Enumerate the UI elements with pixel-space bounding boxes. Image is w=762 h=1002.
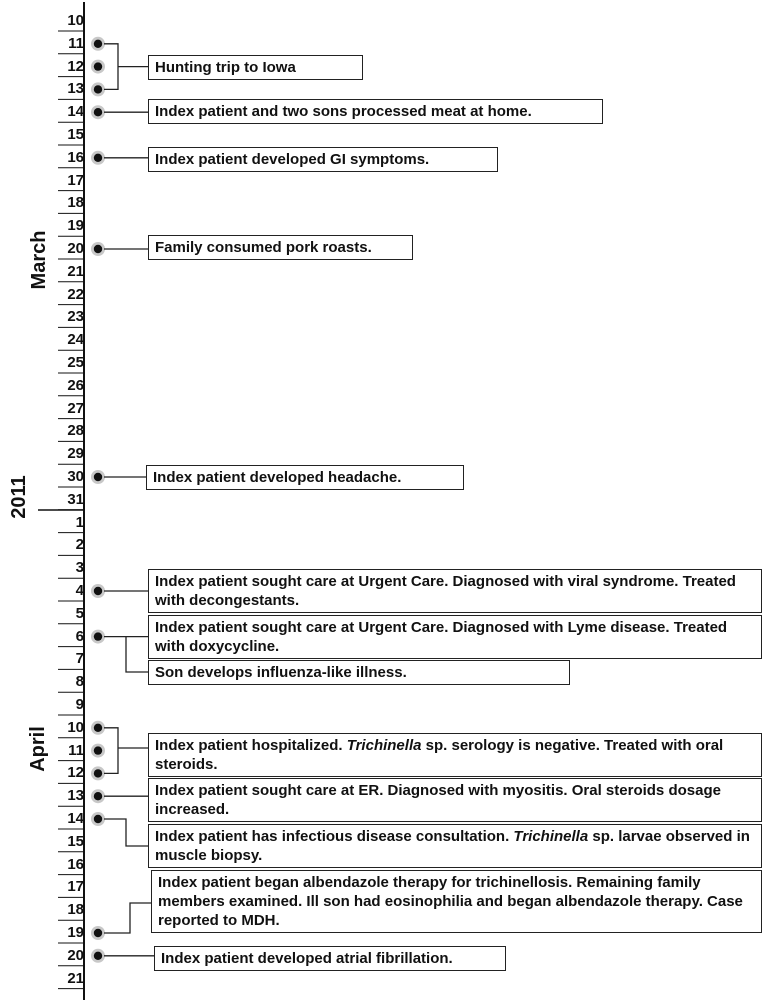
event-marker (91, 105, 105, 119)
day-label: 9 (75, 696, 84, 713)
event-marker (91, 37, 105, 51)
day-label: 14 (67, 103, 84, 121)
event-text: Index patient began albendazole therapy for trichinellosis. Remaining family members examined. Ill son had eosinophilia and began albendazole therapy. Case reported to MDH. (158, 874, 743, 929)
event-box-gi-symptoms (148, 147, 498, 172)
day-label: 12 (67, 57, 84, 75)
month-label-april: April (27, 726, 49, 772)
event-text: Index patient sought care at ER. Diagnosed with myositis. Oral steroids dosage increased. (155, 782, 721, 818)
event-marker (91, 766, 105, 780)
day-label: 20 (67, 240, 84, 257)
event-connector (104, 903, 151, 933)
day-label: 19 (67, 217, 84, 235)
day-label: 17 (67, 878, 84, 896)
event-marker (91, 470, 105, 484)
day-label: 27 (67, 399, 84, 417)
event-text: Index patient sought care at Urgent Care. Diagnosed with Lyme disease. Treated with doxycycline. (155, 619, 728, 655)
day-label: 22 (67, 285, 84, 303)
day-label: 10 (67, 718, 84, 736)
event-marker (91, 242, 105, 256)
event-box-er-myositis (148, 778, 762, 822)
event-box-urgent-care-viral (148, 569, 762, 613)
event-marker (91, 584, 105, 598)
event-connector (104, 44, 148, 90)
day-label: 20 (67, 946, 84, 964)
day-label: 6 (75, 627, 84, 645)
day-label: 29 (67, 445, 84, 463)
event-box-hospitalized (148, 733, 762, 777)
day-label: 15 (67, 832, 84, 850)
event-text: Trichinella (346, 737, 422, 754)
event-marker (91, 60, 105, 74)
event-box-albendazole (151, 870, 762, 933)
day-label: 5 (75, 604, 84, 622)
day-label: 10 (67, 12, 84, 29)
event-marker (91, 949, 105, 963)
day-label: 24 (67, 331, 84, 349)
day-label: 1 (75, 513, 84, 531)
event-marker (91, 82, 105, 96)
day-label: 3 (75, 559, 84, 577)
day-label: 8 (75, 673, 84, 691)
event-box-urgent-care-lyme (148, 615, 762, 659)
event-text: Index patient developed GI symptoms. (155, 151, 430, 168)
event-text: Index patient developed atrial fibrillation. (161, 950, 453, 967)
day-label: 18 (67, 194, 84, 212)
event-box-headache (146, 465, 464, 490)
day-label: 11 (68, 34, 84, 52)
event-text: Son develops influenza-like illness. (155, 664, 407, 681)
event-text: Trichinella (513, 828, 589, 845)
month-label-march: March (28, 230, 50, 290)
day-label: 4 (75, 582, 84, 599)
day-label: 13 (67, 80, 84, 98)
event-text: Index patient sought care at Urgent Care. Diagnosed with viral syndrome. Treated with decongestants. (155, 573, 736, 609)
event-box-son-influenza (148, 660, 570, 685)
event-connector (104, 819, 148, 846)
event-text: sp. serology is negative. Treated with oral steroids. (155, 737, 724, 773)
event-connector (104, 728, 148, 774)
day-label: 28 (67, 422, 84, 440)
event-box-hunting-trip (148, 55, 363, 80)
event-connector (104, 637, 148, 672)
day-label: 7 (75, 650, 84, 668)
day-label: 2 (75, 536, 84, 554)
day-label: 12 (67, 764, 84, 782)
event-text: Hunting trip to Iowa (155, 59, 296, 76)
event-text: Index patient hospitalized. (155, 737, 347, 754)
event-marker (91, 789, 105, 803)
event-box-id-consult (148, 824, 762, 868)
event-marker (91, 812, 105, 826)
event-box-atrial-fib (154, 946, 506, 971)
event-marker (91, 926, 105, 940)
day-label: 30 (67, 468, 84, 485)
event-text: Index patient and two sons processed meat at home. (155, 103, 532, 120)
day-label: 16 (67, 148, 84, 166)
day-label: 16 (67, 855, 84, 873)
event-text: sp. larvae observed in muscle biopsy. (155, 828, 750, 864)
year-label: 2011 (8, 475, 30, 519)
event-marker (91, 151, 105, 165)
day-label: 18 (67, 901, 84, 919)
event-marker (91, 630, 105, 644)
event-box-pork-roasts (148, 235, 413, 260)
day-label: 31 (67, 490, 84, 508)
event-text: Index patient has infectious disease consultation. (155, 828, 514, 845)
day-label: 21 (67, 969, 84, 987)
day-label: 23 (67, 308, 84, 326)
day-label: 13 (67, 787, 84, 805)
day-label: 25 (67, 354, 84, 371)
day-label: 15 (67, 126, 84, 143)
event-text: Index patient developed headache. (153, 469, 402, 486)
event-marker (91, 744, 105, 758)
day-label: 17 (67, 171, 84, 189)
event-text: Family consumed pork roasts. (155, 239, 372, 256)
day-label: 21 (67, 262, 84, 280)
event-box-meat-processed (148, 99, 603, 124)
day-label: 14 (67, 810, 84, 827)
day-label: 11 (68, 741, 84, 759)
event-marker (91, 721, 105, 735)
day-label: 26 (67, 376, 84, 394)
day-label: 19 (67, 924, 84, 941)
